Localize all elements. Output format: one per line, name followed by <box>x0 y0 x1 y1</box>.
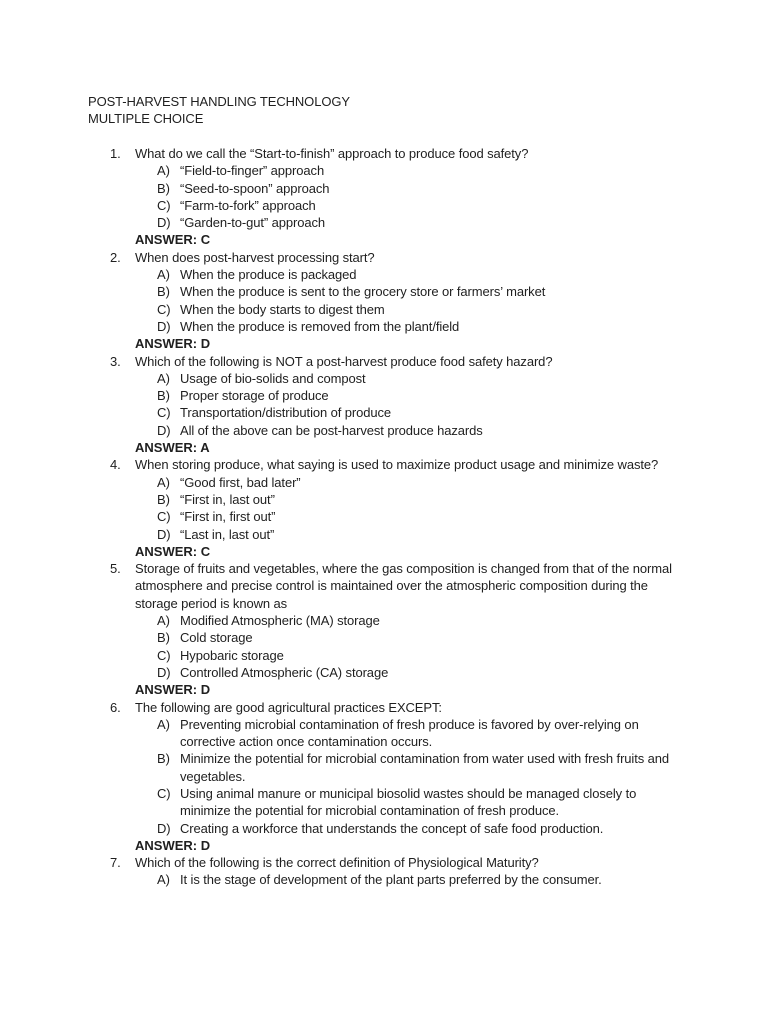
option-item <box>157 214 690 231</box>
option-text: Creating a workforce that understands the concept of safe food production. <box>180 820 604 836</box>
option-text: When the produce is removed from the plant/field <box>180 318 460 334</box>
option-letter: B) <box>157 180 170 196</box>
option-item <box>157 716 690 751</box>
option-item <box>157 508 690 525</box>
question-number: 1. <box>110 146 121 161</box>
question-item <box>110 854 690 889</box>
option-text: Cold storage <box>180 630 253 646</box>
option-text: When the produce is sent to the grocery store or farmers’ market <box>180 284 546 300</box>
option-letter: B) <box>157 751 170 767</box>
question-number: 5. <box>110 561 121 577</box>
option-text: Usage of bio-solids and compost <box>180 370 366 386</box>
option-letter: A) <box>157 163 170 179</box>
question-text: Storage of fruits and vegetables, where the gas composition is changed from that of the normal atmosphere and precise control is maintained over the atmospheric composition during the storage period is known as <box>135 561 672 611</box>
question-text: Which of the following is NOT a post-harvest produce food safety hazard? <box>135 353 553 369</box>
option-item <box>157 266 690 283</box>
option-item <box>157 180 690 197</box>
option-text: Using animal manure or municipal biosolid wastes should be managed closely to minimize the potential for microbial contamination of fresh produce. <box>180 785 637 819</box>
option-item <box>157 162 690 179</box>
question-row <box>110 249 690 266</box>
question-text: When storing produce, what saying is used to maximize product usage and minimize waste? <box>135 457 659 473</box>
option-text: Proper storage of produce <box>180 388 329 404</box>
option-letter: A) <box>157 474 170 490</box>
option-list <box>157 871 690 888</box>
option-text: “Farm-to-fork” approach <box>180 197 316 213</box>
option-letter: C) <box>157 301 171 317</box>
question-item <box>110 249 690 353</box>
question-row <box>110 699 690 716</box>
option-item <box>157 387 690 404</box>
option-letter: C) <box>157 509 171 525</box>
option-letter: C) <box>157 405 171 421</box>
option-item <box>157 664 690 681</box>
option-letter: A) <box>157 872 170 888</box>
option-text: Hypobaric storage <box>180 647 284 663</box>
option-item <box>157 820 690 837</box>
option-letter: C) <box>157 785 171 801</box>
option-letter: B) <box>157 388 170 404</box>
question-row <box>110 560 690 612</box>
question-number: 2. <box>110 249 121 265</box>
question-text: When does post-harvest processing start? <box>135 249 375 265</box>
question-item <box>110 353 690 457</box>
question-number: 3. <box>110 353 121 369</box>
option-text: “Good first, bad later” <box>180 474 301 490</box>
option-item <box>157 750 690 785</box>
question-item <box>110 699 690 855</box>
option-item <box>157 871 690 888</box>
option-item <box>157 370 690 387</box>
option-list <box>157 612 690 681</box>
option-text: When the produce is packaged <box>180 267 357 283</box>
option-letter: A) <box>157 613 170 629</box>
option-text: “Field-to-finger” approach <box>180 163 325 179</box>
option-item <box>157 197 690 214</box>
answer-line: ANSWER: D <box>135 682 211 698</box>
option-letter: B) <box>157 284 170 300</box>
question-number: 4. <box>110 457 121 473</box>
option-item <box>157 283 690 300</box>
option-text: “Garden-to-gut” approach <box>180 215 326 231</box>
question-text: The following are good agricultural practices EXCEPT: <box>135 699 442 715</box>
option-letter: A) <box>157 267 170 283</box>
answer-line: ANSWER: D <box>135 336 211 352</box>
option-letter: D) <box>157 215 171 231</box>
question-item <box>110 560 690 698</box>
question-number: 6. <box>110 699 121 715</box>
answer-line: ANSWER: C <box>135 232 211 248</box>
option-letter: D) <box>157 318 171 334</box>
question-text: Which of the following is the correct definition of Physiological Maturity? <box>135 855 539 871</box>
option-letter: A) <box>157 370 170 386</box>
question-row <box>110 456 690 473</box>
option-text: All of the above can be post-harvest produce hazards <box>180 422 483 438</box>
option-text: Controlled Atmospheric (CA) storage <box>180 664 389 680</box>
question-number: 7. <box>110 855 121 871</box>
option-text: Minimize the potential for microbial contamination from water used with fresh fruits and vegetables. <box>180 751 670 784</box>
option-item <box>157 612 690 629</box>
option-text: Preventing microbial contamination of fresh produce is favored by over-relying on corrective action once contamination occurs. <box>180 716 639 750</box>
option-item <box>157 647 690 664</box>
option-list <box>157 162 690 231</box>
question-row <box>110 854 690 871</box>
option-letter: D) <box>157 664 171 680</box>
document-title: POST-HARVEST HANDLING TECHNOLOGY <box>88 94 350 109</box>
option-item <box>157 404 690 421</box>
option-text: Modified Atmospheric (MA) storage <box>180 613 380 629</box>
option-text: “Seed-to-spoon” approach <box>180 180 330 196</box>
question-row <box>110 353 690 370</box>
question-row <box>110 145 690 162</box>
option-item <box>157 422 690 439</box>
option-item <box>157 474 690 491</box>
option-list <box>157 266 690 335</box>
option-letter: B) <box>157 491 170 507</box>
option-letter: C) <box>157 647 171 663</box>
option-item <box>157 629 690 646</box>
option-item <box>157 526 690 543</box>
answer-line: ANSWER: C <box>135 543 211 559</box>
question-text: What do we call the “Start-to-finish” approach to produce food safety? <box>135 146 529 161</box>
option-item <box>157 785 690 820</box>
option-letter: B) <box>157 630 170 646</box>
option-letter: D) <box>157 820 171 836</box>
option-list <box>157 370 690 439</box>
option-text: Transportation/distribution of produce <box>180 405 392 421</box>
option-letter: C) <box>157 197 171 213</box>
option-text: “First in, last out” <box>180 491 275 507</box>
question-item <box>110 145 690 249</box>
question-list <box>110 145 690 889</box>
document-header <box>88 93 350 128</box>
option-letter: A) <box>157 716 170 732</box>
option-list <box>157 716 690 837</box>
option-letter: D) <box>157 526 171 542</box>
option-list <box>157 474 690 543</box>
option-text: When the body starts to digest them <box>180 301 385 317</box>
option-text: It is the stage of development of the plant parts preferred by the consumer. <box>180 872 602 888</box>
option-item <box>157 301 690 318</box>
answer-line: ANSWER: D <box>135 837 211 853</box>
option-text: “Last in, last out” <box>180 526 275 542</box>
question-item <box>110 456 690 560</box>
option-item <box>157 491 690 508</box>
document-subtitle: MULTIPLE CHOICE <box>88 111 204 127</box>
answer-line: ANSWER: A <box>135 440 210 456</box>
option-item <box>157 318 690 335</box>
option-text: “First in, first out” <box>180 509 276 525</box>
option-letter: D) <box>157 422 171 438</box>
